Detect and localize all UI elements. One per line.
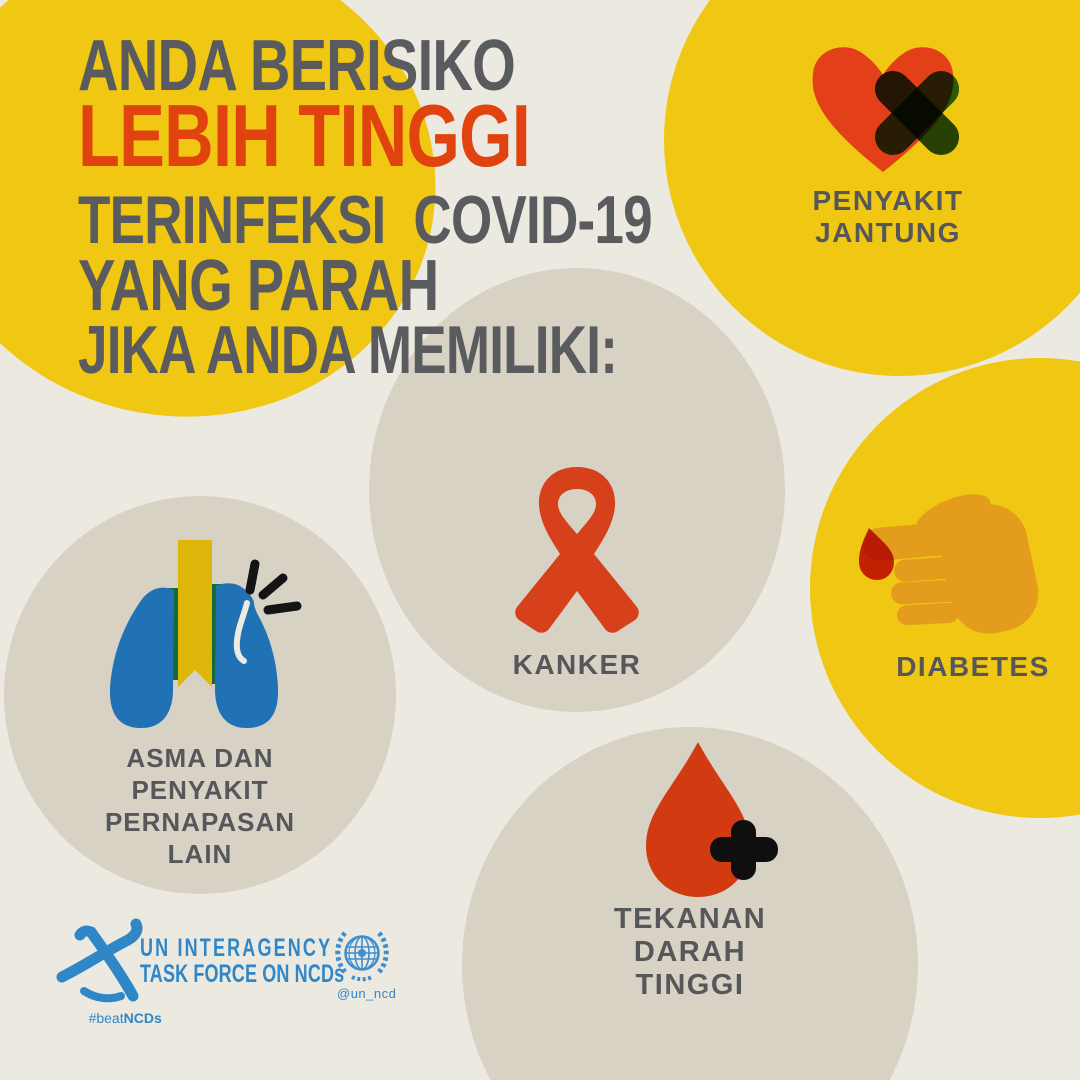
label-diabetes: DIABETES: [896, 651, 1050, 682]
headline-line-5: JIKA ANDA MEMILIKI:: [78, 312, 618, 388]
hashtag-prefix: #beat: [88, 1010, 124, 1026]
headline-line-3: TERINFEKSI COVID-19: [78, 182, 652, 258]
un-emblem-icon: [338, 933, 387, 979]
headline-line-1: ANDA BERISIKO: [78, 26, 516, 106]
label-asma: ASMA DAN PENYAKIT PERNAPASAN LAIN: [104, 743, 296, 869]
beatncds-swoosh-icon: [62, 924, 137, 998]
footer-hashtag: [73, 997, 162, 1039]
footer-org-line-2: TASK FORCE ON NCDs: [140, 960, 345, 988]
label-kanker: KANKER: [512, 649, 642, 680]
label-tekanan-darah-tinggi: TEKANAN DARAH TINGGI: [613, 903, 767, 1002]
label-penyakit-jantung: PENYAKIT JANTUNG: [812, 185, 964, 249]
headline-line-2: LEBIH TINGGI: [78, 86, 531, 185]
trachea: [178, 540, 212, 687]
footer-handle: @un_ncd: [337, 986, 397, 1001]
hashtag-bold: NCDs: [123, 1010, 162, 1026]
headline-line-4: YANG PARAH: [78, 246, 439, 326]
footer-org-line-1: UN INTERAGENCY: [140, 934, 333, 962]
